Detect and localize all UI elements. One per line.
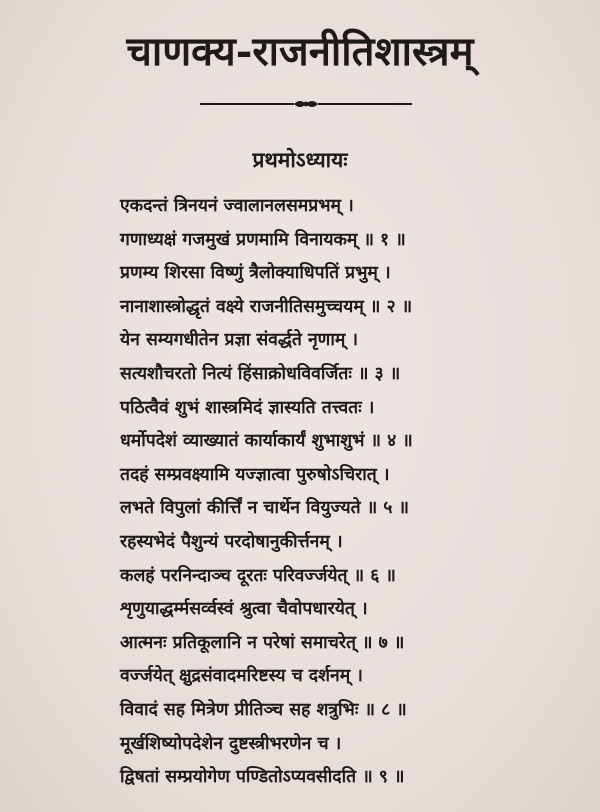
verse-line: द्विषतां सम्प्रयोगेण पण्डितोऽप्यवसीदति ॥ ९ ॥ (120, 767, 405, 788)
verse-line: प्रणम्य शिरसा विष्णुं त्रैलोक्याधिपतिं प्रभुम् । (120, 263, 391, 284)
verse-line: एकदन्तं त्रिनयनं ज्वालानलसमप्रभम् । (120, 196, 354, 216)
verse-line: येन सम्यगधीतेन प्रज्ञा संवर्द्धते नृणाम् । (120, 330, 359, 351)
verse-line: नानाशास्त्रोद्धृतं वक्ष्ये राजनीतिसमुच्चयम् ॥ २ ॥ (120, 296, 413, 317)
verse-line: लभते विपुलां कीर्त्तिं न चार्थेन वियुज्यते ॥ ५ ॥ (120, 498, 409, 519)
verse-line: धर्मोपदेशं व्याख्यातं कार्याकार्यं शुभाशुभं ॥ ४ ॥ (120, 431, 413, 452)
verse-line: वर्ज्जयेत् क्षुद्रसंवादमरिष्टस्य च दर्शनम् । (120, 666, 363, 687)
verse-line: विवादं सह मित्रेण प्रीतिञ्च सह शत्रुभिः ॥ ८ ॥ (120, 699, 407, 720)
verse-line: तदहं सम्प्रवक्ष्यामि यज्ज्ञात्वा पुरुषोऽचिरात् । (120, 464, 390, 485)
page-title: चाणक्य-राजनीतिशास्त्रम् (126, 28, 474, 75)
verse-line: पठित्वैवं शुभं शास्त्रमिदं ज्ञास्यति तत्त्वतः । (120, 397, 375, 418)
verse-line: गणाध्यक्षं गजमुखं प्रणमामि विनायकम् ॥ १ ॥ (120, 229, 406, 250)
verse-line: रहस्यभेदं पैशुन्यं परदोषानुकीर्त्तनम् । (120, 531, 343, 552)
verse-line: आत्मनः प्रतिकूलानि न परेषां समाचरेत् ॥ ७ ॥ (120, 632, 405, 653)
ornamental-divider (200, 96, 412, 112)
chapter-heading: प्रथमोऽध्यायः (252, 147, 348, 172)
verse-line: शृणुयाद्धर्म्मसर्व्वस्वं श्रुत्वा चैवोपधारयेत् । (120, 599, 368, 620)
verse-line: कलहं परनिन्दाञ्च दूरतः परिवर्ज्जयेत् ॥ ६ ॥ (120, 565, 396, 586)
verse-line: सत्यशौचरतो नित्यं हिंसाक्रोधविवर्जितः ॥ ३ ॥ (120, 363, 401, 384)
verse-line: मूर्खशिष्योपदेशेन दुष्टस्त्रीभरणेन च । (120, 733, 342, 754)
verse-block (120, 190, 590, 795)
